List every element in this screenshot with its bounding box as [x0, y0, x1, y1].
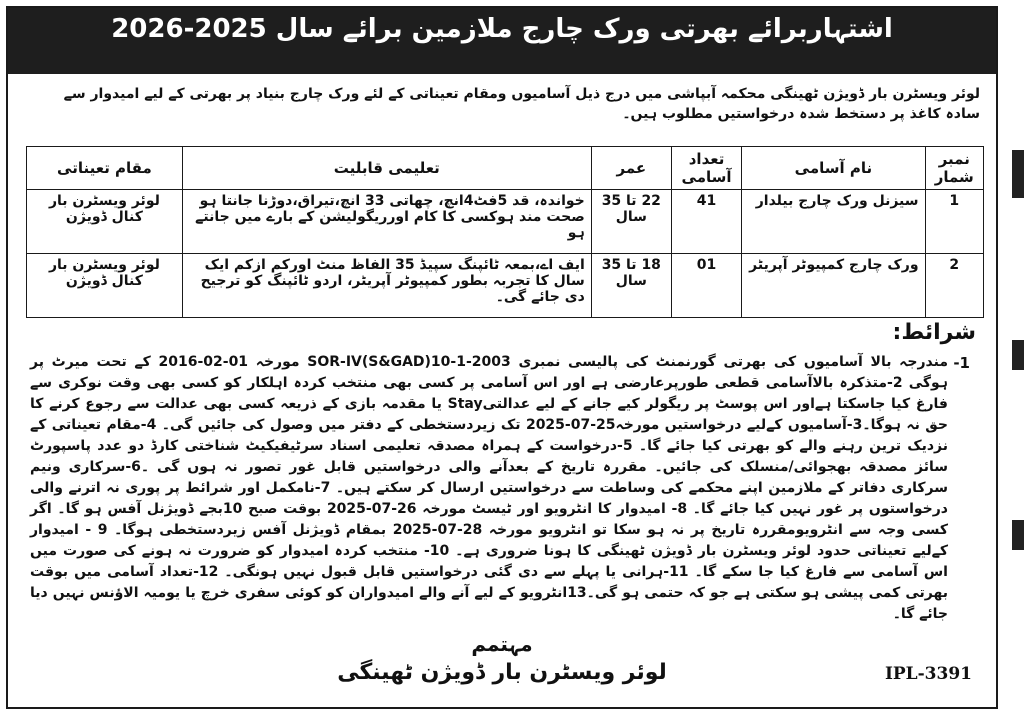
header-age: عمر [591, 147, 671, 190]
row-qualification: ایف اے،بمعہ ٹائپنگ سپیڈ 35 الفاظ منٹ اورکم ازکم ایک سال کا تجربہ بطور کمپیوٹر آپریٹر، اردو ٹائپنگ کو ترجیح دی جائے گی۔ [182, 254, 591, 318]
conditions-text: مندرجہ بالا آسامیوں کی بھرتی گورنمنٹ کی پالیسی نمبری SOR-IV(S&GAD)10-1-2003 مورخہ 01-02-2016 کے تحت میرٹ پر ہوگی 2-متذکرہ بالاآسامی قطعی طورپرعارضی ہے اور اس آسامی پر کسی بھی منتخب کردہ اہلکار کو کسی بھی وقت نوکری سے فارغ کیا جاسکتا ہےاور اس پوسٹ پر ریگولر کیے جانے کے لیے عدالتیStay یا مقدمہ بازی کے ذریعہ کسی بھی عدالت سے رجوع کرنے کا حق نہ ہوگا۔3-آسامیوں کےلیے درخواستیں مورخہ25-07-2025 تک زیردستخطی کے دفتر میں وصول کی جائیں گی۔ 4-مقام تعیناتی کے نزدیک ترین رہنے والے کو بھرتی کیا جائے گا۔ 5-درخواست کے ہمراہ مصدقہ تعلیمی اسناد سرٹیفیکیٹ شناختی کارڈ دو عدد پاسپورٹ سائز مصدقہ بھجوائی/منسلک کی جائیں۔ مقررہ تاریخ کے بعدآنے والی درخواستیں قابل غور تصور نہ ہوں گی ۔6-سرکاری ونیم سرکاری دفاتر کے ملازمین اپنے محکمے کی وساطت سے درخواستیں ارسال کر سکتے ہیں۔ 7-نامکمل اور شرائط پر پوری نہ اترنے والی درخواستوں پر غور نہیں کیا جائے گا۔ 8- امیدوار کا انٹرویو اور ٹیسٹ مورخہ 26-07-2025 بوقت صبح 10بجے ڈویژنل آفس ہو گا۔ اگر کسی وجہ سے انٹرویومقررہ تاریخ پر نہ ہو سکا تو انٹرویو مورخہ 28-07-2025 بمقام ڈویژنل آفس زیردستخطی ہوگا۔ 9 - امیدوار کےلیے تعیناتی حدود لوئر ویسٹرن بار ڈویژن ٹھینگی کا ہونا ضروری ہے۔ 10- منتخب کردہ امیدوار کو ضرورت نہ ہونے کی صورت میں اس آسامی سے فارغ کیا جا سکے گا۔ 11-ہرانی یا پہلے سے دی گئی درخواستیں قابل قبول نہیں ہونگی۔ 12-تعداد آسامی میں بوقت بھرتی کمی پیشی ہو سکتی ہے جو کہ حتمی ہو گی۔13انٹرویو کے لیے آنے والے امیدواران کو کوئی سفری خرچ یا یومیہ الاؤنس نہیں دیا جائے گا۔ [30, 354, 949, 622]
signatory-title: مہتمم [471, 632, 533, 656]
header-serial: نمبر شمار [925, 147, 983, 190]
header-place: مقام تعیناتی [27, 147, 183, 190]
row-count: 01 [671, 254, 741, 318]
row-age: 18 تا 35 سال [591, 254, 671, 318]
row-post-name: ورک چارج کمپیوٹر آپریٹر [742, 254, 925, 318]
row-qualification: خواندہ، قد 5فٹ4انچ، چھاتی 33 انچ،تیراق،دوڑنا جانتا ہو صحت مند ہوکسی کا کام اورریگولیشن کے بارے میں جانتے ہو [182, 190, 591, 254]
header-count: تعداد آسامی [671, 147, 741, 190]
page-edge-mark [1012, 340, 1024, 370]
row-place: لوئر ویسٹرن بار کنال ڈویژن [27, 254, 183, 318]
header-qualification: تعلیمی قابلیت [182, 147, 591, 190]
advertisement-frame [6, 6, 998, 709]
posts-table [26, 146, 984, 318]
conditions-title: شرائط: [892, 320, 976, 345]
table-row [27, 254, 984, 318]
row-serial: 2 [925, 254, 983, 318]
row-count: 41 [671, 190, 741, 254]
page-edge-mark [1012, 520, 1024, 550]
row-place: لوئر ویسٹرن بار کنال ڈویژن [27, 190, 183, 254]
table-row [27, 190, 984, 254]
ad-title: اشتہاربرائے بھرتی ورک چارج ملازمین برائے سال 2025-2026 [111, 14, 893, 44]
row-age: 22 تا 35 سال [591, 190, 671, 254]
ad-header [8, 8, 996, 74]
table-header-row [27, 147, 984, 190]
intro-paragraph: لوئر ویسٹرن بار ڈویژن ٹھینگی محکمہ آبپاشی میں درج ذیل آسامیوں ومقام تعیناتی کے لئے ورک چارج بنیاد پر بھرتی کے لیے امیدوار سے سادہ کاغذ پر دستخط شدہ درخواستیں مطلوب ہیں۔ [63, 86, 980, 122]
header-post-name: نام آسامی [742, 147, 925, 190]
row-serial: 1 [925, 190, 983, 254]
conditions-number: -1 [953, 354, 970, 372]
signatory-office: لوئر ویسٹرن بار ڈویژن ٹھینگی [337, 660, 667, 685]
ad-reference-code: IPL-3391 [884, 664, 972, 684]
page-edge-mark [1012, 150, 1024, 198]
row-post-name: سیزنل ورک چارج بیلدار [742, 190, 925, 254]
